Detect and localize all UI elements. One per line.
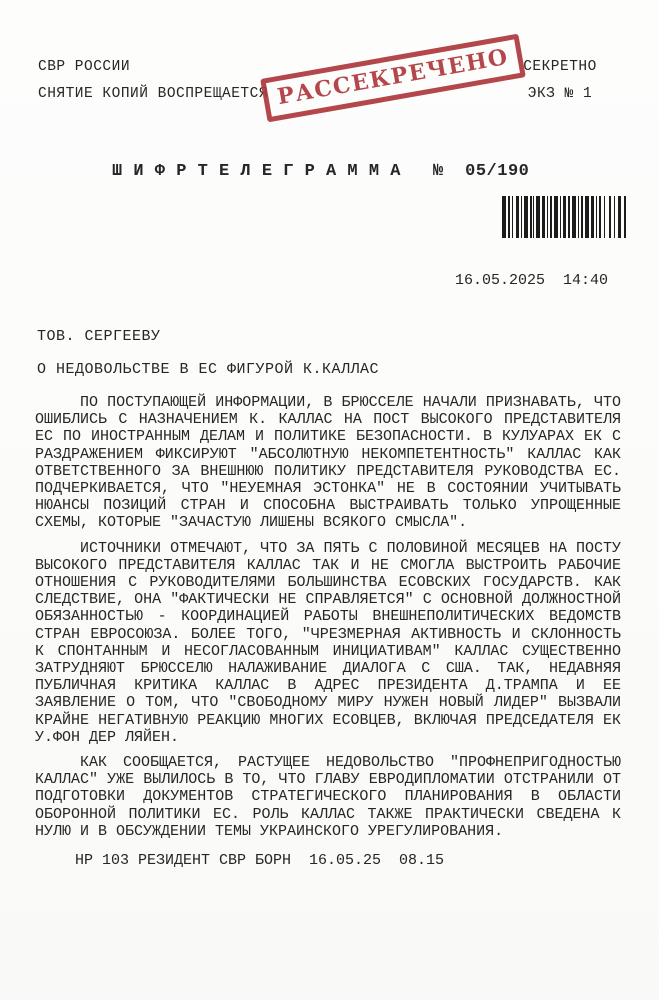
subject-line: О НЕДОВОЛЬСТВЕ В ЕС ФИГУРОЙ К.КАЛЛАС bbox=[37, 361, 380, 378]
header-left bbox=[38, 54, 268, 108]
telegram-body bbox=[35, 394, 621, 869]
body-paragraph-3: КАК СООБЩАЕТСЯ, РАСТУЩЕЕ НЕДОВОЛЬСТВО "ПРОФНЕПРИГОДНОСТЬЮ КАЛЛАС" УЖЕ ВЫЛИЛОСЬ В ТО, ЧТО ГЛАВУ ЕВРОДИПЛОМАТИИ ОТСТРАНИЛИ ОТ ПОДГОТОВКИ ДОКУМЕНТОВ СТРАТЕГИЧЕСКОГО ПЛАНИРОВАНИЯ В ОБЛАСТИ ОБОРОННОЙ ПОЛИТИКИ ЕС. РОЛЬ КАЛЛАС ТАКЖЕ ПРАКТИЧЕСКИ СВЕДЕНА К НУЛЮ И В ОБСУЖДЕНИИ ТЕМЫ УКРАИНСКОГО УРЕГУЛИРОВАНИЯ. bbox=[35, 754, 621, 840]
copy-prohibition-notice: СНЯТИЕ КОПИЙ ВОСПРЕЩАЕТСЯ bbox=[38, 86, 269, 102]
body-paragraph-1: ПО ПОСТУПАЮЩЕЙ ИНФОРМАЦИИ, В БРЮССЕЛЕ НАЧАЛИ ПРИЗНАВАТЬ, ЧТО ОШИБЛИСЬ С НАЗНАЧЕНИЕМ К. КАЛЛАС НА ПОСТ ВЫСОКОГО ПРЕДСТАВИТЕЛЯ ЕС ПО ИНОСТРАННЫМ ДЕЛАМ И ПОЛИТИКЕ БЕЗОПАСНОСТИ. В КУЛУАРАХ ЕК С РАЗДРАЖЕНИЕМ ФИКСИРУЮТ "АБСОЛЮТНУЮ НЕКОМПЕТЕНТНОСТЬ" КАЛЛАС КАК ОТВЕТСТВЕННОГО ЗА ВНЕШНЮЮ ПОЛИТИКУ ПРЕДСТАВИТЕЛЯ РУКОВОДСТВА ЕС. ПОДЧЕРКИВАЕТСЯ, ЧТО "НЕУЕМНАЯ ЭСТОНКА" НЕ В СОСТОЯНИИ УЧИТЫВАТЬ НЮАНСЫ ПОЗИЦИЙ СТРАН И СПОСОБНА ВЫСТРАИВАТЬ ТОЛЬКО УПРОЩЕННЫЕ СХЕМЫ, КОТОРЫЕ "ЗАЧАСТУЮ ЛИШЕНЫ ВСЯКОГО СМЫСЛА". bbox=[35, 394, 621, 532]
signature-line: НР 103 РЕЗИДЕНТ СВР БОРН 16.05.25 08.15 bbox=[75, 852, 445, 870]
barcode bbox=[502, 196, 628, 238]
telegram-title: Ш И Ф Р Т Е Л Е Г Р А М М А № 05/190 bbox=[112, 162, 530, 181]
org-name: СВР РОССИИ bbox=[38, 59, 131, 75]
declassified-stamp-text: РАССЕКРЕЧЕНО bbox=[275, 43, 511, 111]
copy-number: ЭКЗ № 1 bbox=[527, 86, 593, 102]
body-paragraph-2: ИСТОЧНИКИ ОТМЕЧАЮТ, ЧТО ЗА ПЯТЬ С ПОЛОВИНОЙ МЕСЯЦЕВ НА ПОСТУ ВЫСОКОГО ПРЕДСТАВИТЕЛЯ КАЛЛАС ТАК И НЕ СМОГЛА ВЫСТРОИТЬ РАБОЧИЕ ОТНОШЕНИЯ С РУКОВОДИТЕЛЯМИ БОЛЬШИНСТВА ЕСОВСКИХ ГОСУДАРСТВ. КАК СЛЕДСТВИЕ, ОНА "ФАКТИЧЕСКИ НЕ СПРАВЛЯЕТСЯ" С ОСНОВНОЙ ДОЛЖНОСТНОЙ ОБЯЗАННОСТЬЮ - КООРДИНАЦИЕЙ РАБОТЫ ВНЕШНЕПОЛИТИЧЕСКИХ ВЕДОМСТВ СТРАН ЕВРОСОЮЗА. БОЛЕЕ ТОГО, "ЧРЕЗМЕРНАЯ АКТИВНОСТЬ И СКЛОННОСТЬ К СПОНТАННЫМ И НЕСОГЛАСОВАННЫМ ИНИЦИАТИВАМ" КАЛЛАС СУЩЕСТВЕННО ЗАТРУДНЯЮТ БРЮССЕЛЮ НАЛАЖИВАНИЕ ДИАЛОГА С США. ТАК, НЕДАВНЯЯ ПУБЛИЧНАЯ КРИТИКА КАЛЛАС В АДРЕС ПРЕЗИДЕНТА Д.ТРАМПА И ЕЕ ЗАЯВЛЕНИЕ О ТОМ, ЧТО "СВОБОДНОМУ МИРУ НУЖЕН НОВЫЙ ЛИДЕР" ВЫЗВАЛИ КРАЙНЕ НЕГАТИВНУЮ РЕАКЦИЮ МНОГИХ ЕСОВЦЕВ, ВКЛЮЧАЯ ПРЕДСЕДАТЕЛЯ ЕК У.ФОН ДЕР ЛЯЙЕН. bbox=[35, 539, 621, 746]
header-right bbox=[514, 54, 606, 108]
classification-label: СЕКРЕТНО bbox=[523, 59, 597, 75]
declassified-stamp bbox=[260, 34, 526, 123]
addressee-line: ТОВ. СЕРГЕЕВУ bbox=[37, 328, 161, 345]
received-datetime: 16.05.2025 14:40 bbox=[455, 272, 609, 289]
